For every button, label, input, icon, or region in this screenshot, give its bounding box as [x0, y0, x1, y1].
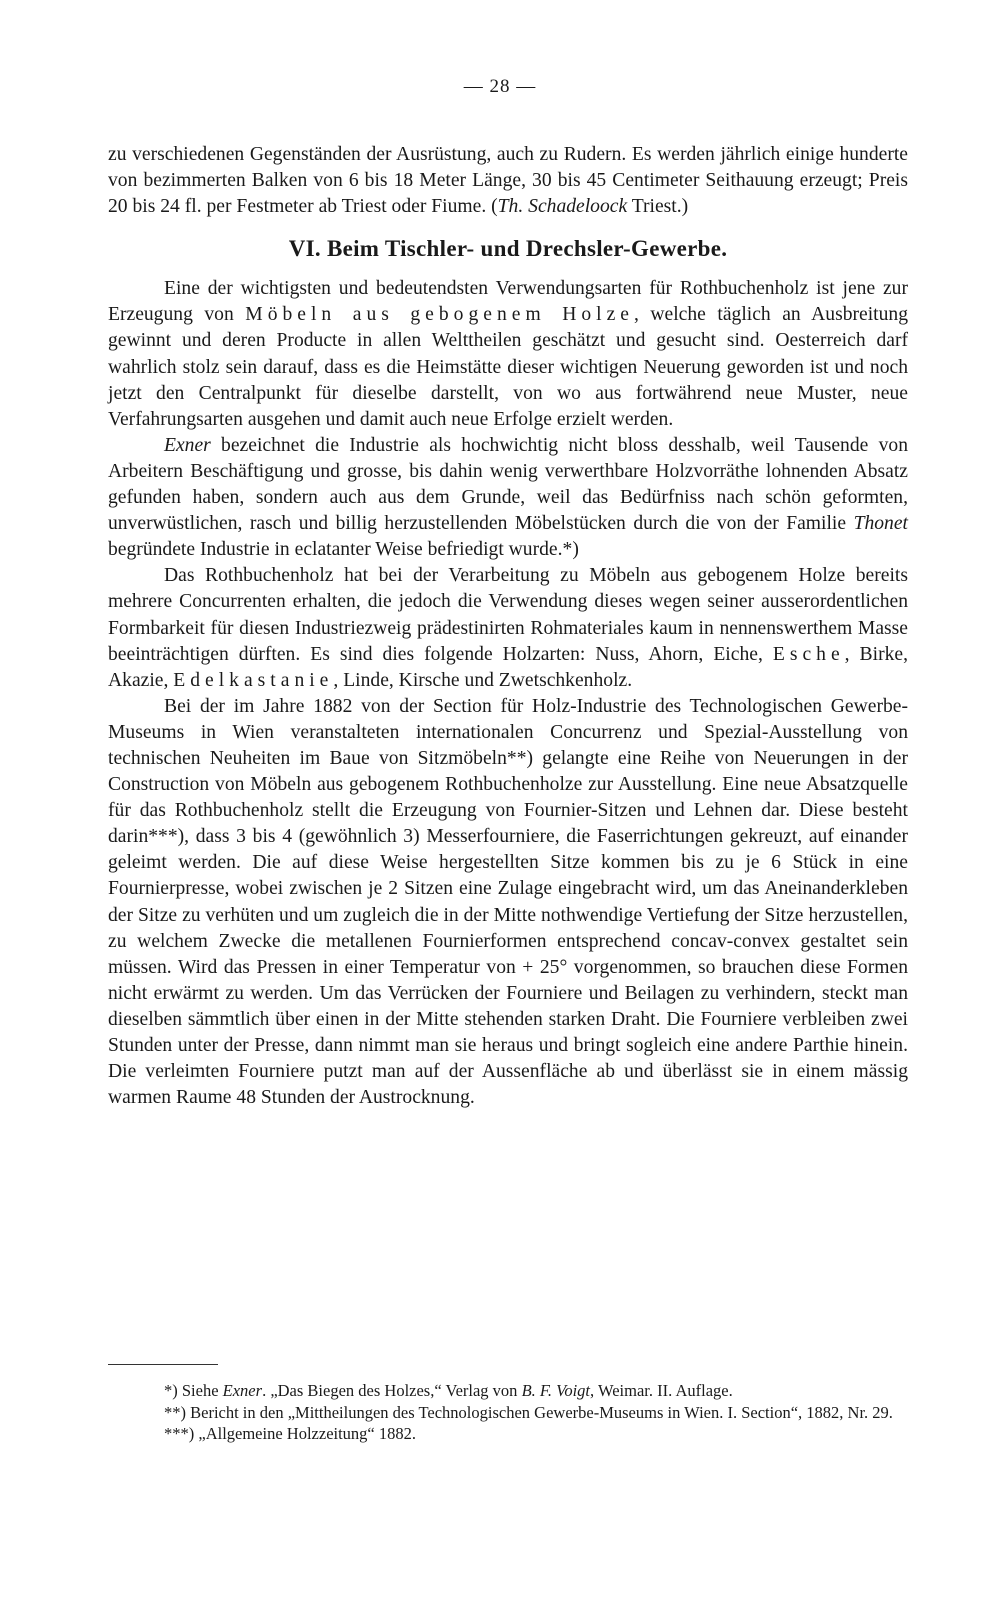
text-run: . „Das Biegen des Holzes,“ Verlag von: [262, 1381, 522, 1400]
text-run: Triest.): [627, 196, 689, 218]
text-run: Das Rothbuchenholz hat bei der Verarbeitung zu Möbeln aus gebogenem Holze bereits mehrere Concurrenten erhalten, die jedoch die Verwendung dieses wegen seiner ausserordentlichen Formbarkeit für diesen Industriezweig prädestinirten Rohmateriales kaum in nennenswerthem Masse beeinträchtigen dürften. Es sind dies folgende Holzarten: Nuss, Ahorn, Eiche,: [108, 565, 908, 665]
paragraph-3: [108, 433, 908, 563]
footnote-1: [108, 1380, 908, 1402]
page-number: — 28 —: [463, 76, 537, 97]
person-name: Exner: [164, 434, 211, 456]
paragraph-2: [108, 276, 908, 433]
text-run: *) Siehe: [164, 1381, 223, 1400]
emphasized-term: Möbeln aus gebogenem Holze: [245, 304, 634, 326]
text-run: Eine der wichtigsten und bedeutendsten Verwendungsarten für Rothbuchenholz ist jene zur Erzeugung von: [108, 278, 908, 326]
section-heading: VI. Beim Tischler- und Drechsler-Gewerbe.: [288, 236, 728, 262]
paragraph-1: [108, 142, 908, 220]
text-run: zu verschiedenen Gegenständen der Ausrüstung, auch zu Rudern. Es werden jährlich einige hunderte von bezimmerten Balken von 6 bis 18 Meter Länge, 30 bis 45 Centimeter Seithauung erzeugt; Preis 20 bis 24 fl. per Festmeter ab Triest oder Fiume. (: [108, 144, 908, 218]
person-name: Exner: [222, 1381, 263, 1400]
text-run: begründete Industrie in eclatanter Weise befriedigt wurde.*): [108, 539, 579, 561]
text-run: , Birke, Akazie,: [108, 643, 908, 691]
footnote-divider: [108, 1364, 218, 1365]
paragraph-4: [108, 563, 908, 693]
emphasized-term: Esche: [772, 643, 845, 665]
text-run: , welche täglich an Ausbreitung gewinnt und deren Producte in allen Welttheilen geschätzt und gesucht sind. Oesterreich darf wahrlich stolz sein darauf, dass es die Heimstätte dieser wichtigen Neuerung geworden ist und noch jetzt den Centralpunkt für dieselbe darstellt, von wo aus fortwährend neue Muster, neue Verfahrungsarten ausgehen und damit auch neue Erfolge erzielt werden.: [108, 304, 908, 430]
main-text: [108, 142, 908, 1111]
emphasized-term: Edelkastanie: [173, 669, 334, 691]
paragraph-5: Bei der im Jahre 1882 von der Section für Holz-Industrie des Technologischen Gewerbe-Museums in Wien veranstalteten internationalen Concurrenz und Spezial-Ausstellung von technischen Neuheiten im Baue von Sitzmöbeln**) gelangte eine Reihe von Neuerungen in der Construction von Möbeln aus gebogenem Rothbuchenholze zur Ausstellung. Eine neue Absatzquelle für das Rothbuchenholz stellt die Erzeugung von Fournier-Sitzen und Lehnen dar. Diese besteht darin***), dass 3 bis 4 (gewöhnlich 3) Messerfourniere, die Faserrichtungen gekreuzt, auf einander geleimt werden. Die auf diese Weise hergestellten Sitze kommen bis zu je 6 Stück in eine Fournierpresse, wobei zwischen je 2 Sitzen eine Zulage eingebracht wird, um das Aneinanderkleben der Sitze zu verhüten und um zugleich die in der Mitte nothwendige Vertiefung der Sitze herzustellen, zu welchem Zwecke die metallenen Fournierformen entsprechend concav-convex gestaltet sein müssen. Wird das Pressen in einer Temperatur von + 25° vorgenommen, so brauchen diese Formen nicht erwärmt zu werden. Um das Verrücken der Fourniere und Beilagen zu verhindern, steckt man dieselben sämmtlich über einen in der Mitte stehenden starken Draht. Die Fourniere verbleiben zwei Stunden unter der Presse, dann nimmt man sie heraus und bringt sogleich eine andere Parthie hinein. Die verleimten Fourniere putzt man auf der Aussenfläche ab und überlässt sie in einem mässig warmen Raume 48 Stunden der Austrocknung.: [108, 695, 908, 1109]
footnote-2: **) Bericht in den „Mittheilungen des Technologischen Gewerbe-Museums in Wien. I. Section“, 1882, Nr. 29.: [164, 1402, 893, 1422]
text-run: bezeichnet die Industrie als hochwichtig nicht bloss desshalb, weil Tausende von Arbeitern Beschäftigung und grosse, bis dahin wenig verwerthbare Holzvorräthe lohnenden Absatz gefunden haben, sondern auch aus dem Grunde, weil das Bedürfniss nach schön geformten, unverwüstlichen, rasch und billig herzustellenden Möbelstücken durch die von der Familie: [108, 434, 908, 535]
person-name: B. F. Voigt: [521, 1381, 591, 1400]
footnote-3: ***) „Allgemeine Holzzeitung“ 1882.: [164, 1424, 417, 1443]
text-run: , Weimar. II. Auflage.: [590, 1381, 733, 1400]
person-name: Th. Schadeloock: [497, 196, 628, 218]
person-name: Thonet: [853, 513, 908, 535]
footnotes: [108, 1380, 908, 1445]
text-run: , Linde, Kirsche und Zwetschkenholz.: [333, 669, 633, 691]
